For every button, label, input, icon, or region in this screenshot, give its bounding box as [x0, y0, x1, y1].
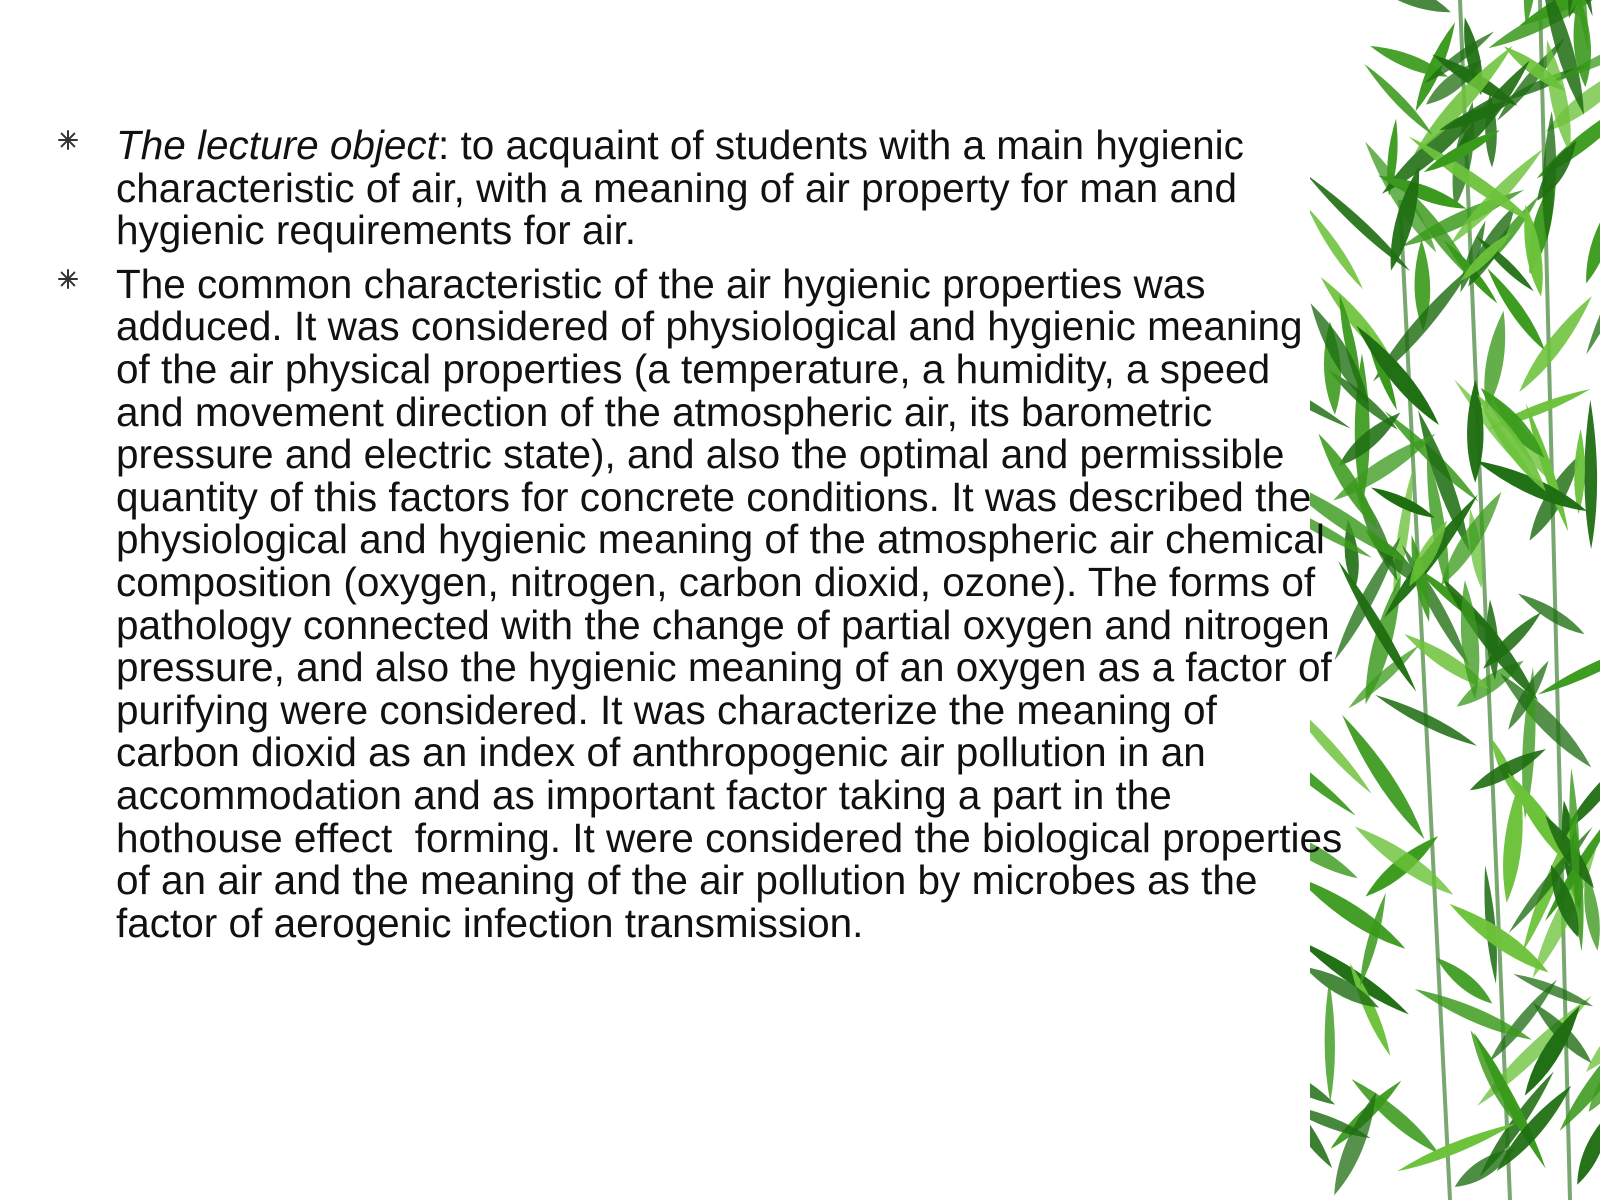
bamboo-leaves-icon — [1310, 0, 1600, 1200]
bullet-text: : to acquaint of students with a main hygienic characteristic of air, with a meaning of air property for man and hygienic requirements for air. — [116, 122, 1256, 254]
bullet-item-air-properties — [56, 260, 1354, 946]
asterisk-bullet-icon — [56, 267, 80, 291]
bullet-text: The common characteristic of the air hygienic properties was adduced. It was considered of physiological and hygienic meaning of the air physical properties (a temperature, a humidity, a speed and movement direction of the atmospheric air, its barometric pressure and electric state), and also the optimal and permissible quantity of this factors for concrete conditions. It was described the physiological and hygienic meaning of the atmospheric air chemical composition (oxygen, nitrogen, carbon dioxid, ozone). The forms of pathology connected with the change of partial oxygen and nitrogen pressure, and also the hygienic meaning of an oxygen as a factor of purifying were considered. It was characterize the meaning of carbon dioxid as an index of anthropogenic air pollution in an accommodation and as important factor taking a part in the hothouse effect forming. It were considered the biological properties of an air and the meaning of the air pollution by microbes as the factor of aerogenic infection transmission. — [116, 260, 1354, 946]
asterisk-bullet-icon — [56, 128, 80, 152]
bullet-item-lecture-object — [56, 124, 1346, 252]
bullet-list — [56, 122, 1354, 955]
bullet-lead: The lecture object — [116, 122, 438, 168]
